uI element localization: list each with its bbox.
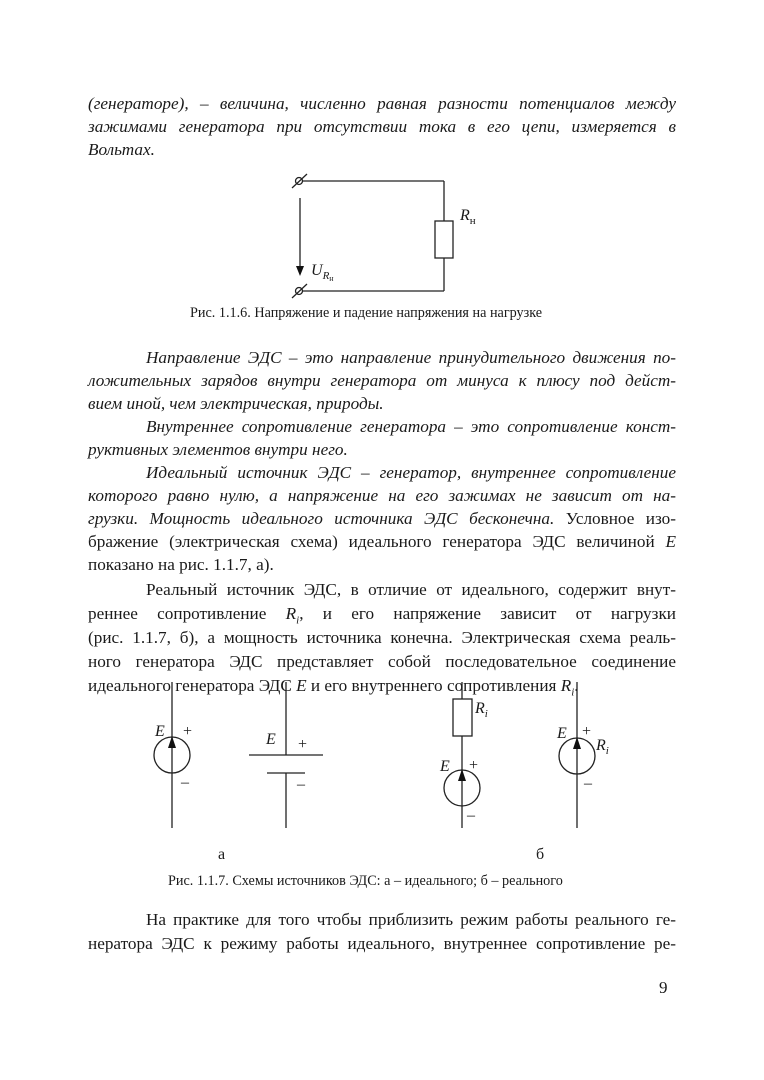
- internal-resistor: [453, 699, 472, 736]
- subfigure-label-b: б: [536, 846, 545, 863]
- figure-caption: Рис. 1.1.6. Напряжение и падение напряжения на нагрузке: [190, 305, 543, 321]
- text-line: которого равно нулю, а напряжение на его зажимах не зависит от на-: [88, 486, 676, 505]
- label-minus: –: [297, 776, 305, 793]
- load-label: $R_н$: [460, 207, 476, 227]
- text-line: зажимами генератора при отсутствии тока в его цепи, измеряется в: [88, 117, 676, 136]
- label-Ri: $R_i$: [475, 700, 488, 720]
- text-line: нератора ЭДС к режиму работы идеального, внутреннее сопротивление ре-: [88, 934, 676, 953]
- text-line: Реальный источник ЭДС, в отличие от идеального, содержит внут-: [146, 580, 676, 599]
- label-Ri: $R_i$: [596, 737, 609, 757]
- text-line: (рис. 1.1.7, б), а мощность источника конечна. Электрическая схема реаль-: [88, 628, 676, 647]
- voltage-label: $U_Rн$: [311, 262, 334, 283]
- text-line: Идеальный источник ЭДС – генератор, внутреннее сопротивление: [146, 463, 676, 482]
- text-line: Внутреннее сопротивление генератора – это сопротивление конст-: [146, 417, 676, 436]
- label-plus: +: [298, 736, 308, 753]
- label-E: E: [155, 723, 165, 740]
- text-line: ного генератора ЭДС представляет собой последовательное соединение: [88, 652, 676, 671]
- text-line: ложительных зарядов внутри генератора от минуса к плюсу под дейст-: [88, 371, 676, 390]
- text-line: Вольтах.: [88, 140, 155, 159]
- text-line: (генераторе), – величина, численно равная разности потенциалов между: [88, 94, 676, 113]
- text-line: идеального генератора ЭДС E и его внутреннего сопротивления $R_i$.: [88, 676, 579, 699]
- label-minus: –: [467, 807, 475, 824]
- text-line: На практике для того чтобы приблизить режим работы реального ге-: [146, 910, 676, 929]
- text-line: бражение (электрическая схема) идеального генератора ЭДС величиной E: [88, 532, 676, 551]
- label-minus: –: [584, 775, 592, 792]
- label-plus: +: [582, 723, 592, 740]
- text-line: грузки. Мощность идеального источника ЭДС бесконечна. Условное изо-: [88, 509, 676, 528]
- label-plus: +: [183, 723, 193, 740]
- text-line: вием иной, чем электрическая, природы.: [88, 394, 384, 413]
- label-plus: +: [469, 757, 479, 774]
- label-E: E: [557, 725, 567, 742]
- text-line: руктивных элементов внутри него.: [88, 440, 348, 459]
- figure-caption: Рис. 1.1.7. Схемы источников ЭДС: а – идеального; б – реального: [168, 873, 563, 889]
- label-minus: –: [181, 774, 189, 791]
- text-line: реннее сопротивление $R_i$, и его напряжение зависит от нагрузки: [88, 604, 676, 627]
- subfigure-label-a: а: [218, 846, 226, 863]
- text-line: показано на рис. 1.1.7, а).: [88, 555, 274, 574]
- page-number: 9: [659, 978, 668, 997]
- label-E: E: [266, 731, 276, 748]
- label-E: E: [440, 758, 450, 775]
- text-line: Направление ЭДС – это направление принудительного движения по-: [146, 348, 676, 367]
